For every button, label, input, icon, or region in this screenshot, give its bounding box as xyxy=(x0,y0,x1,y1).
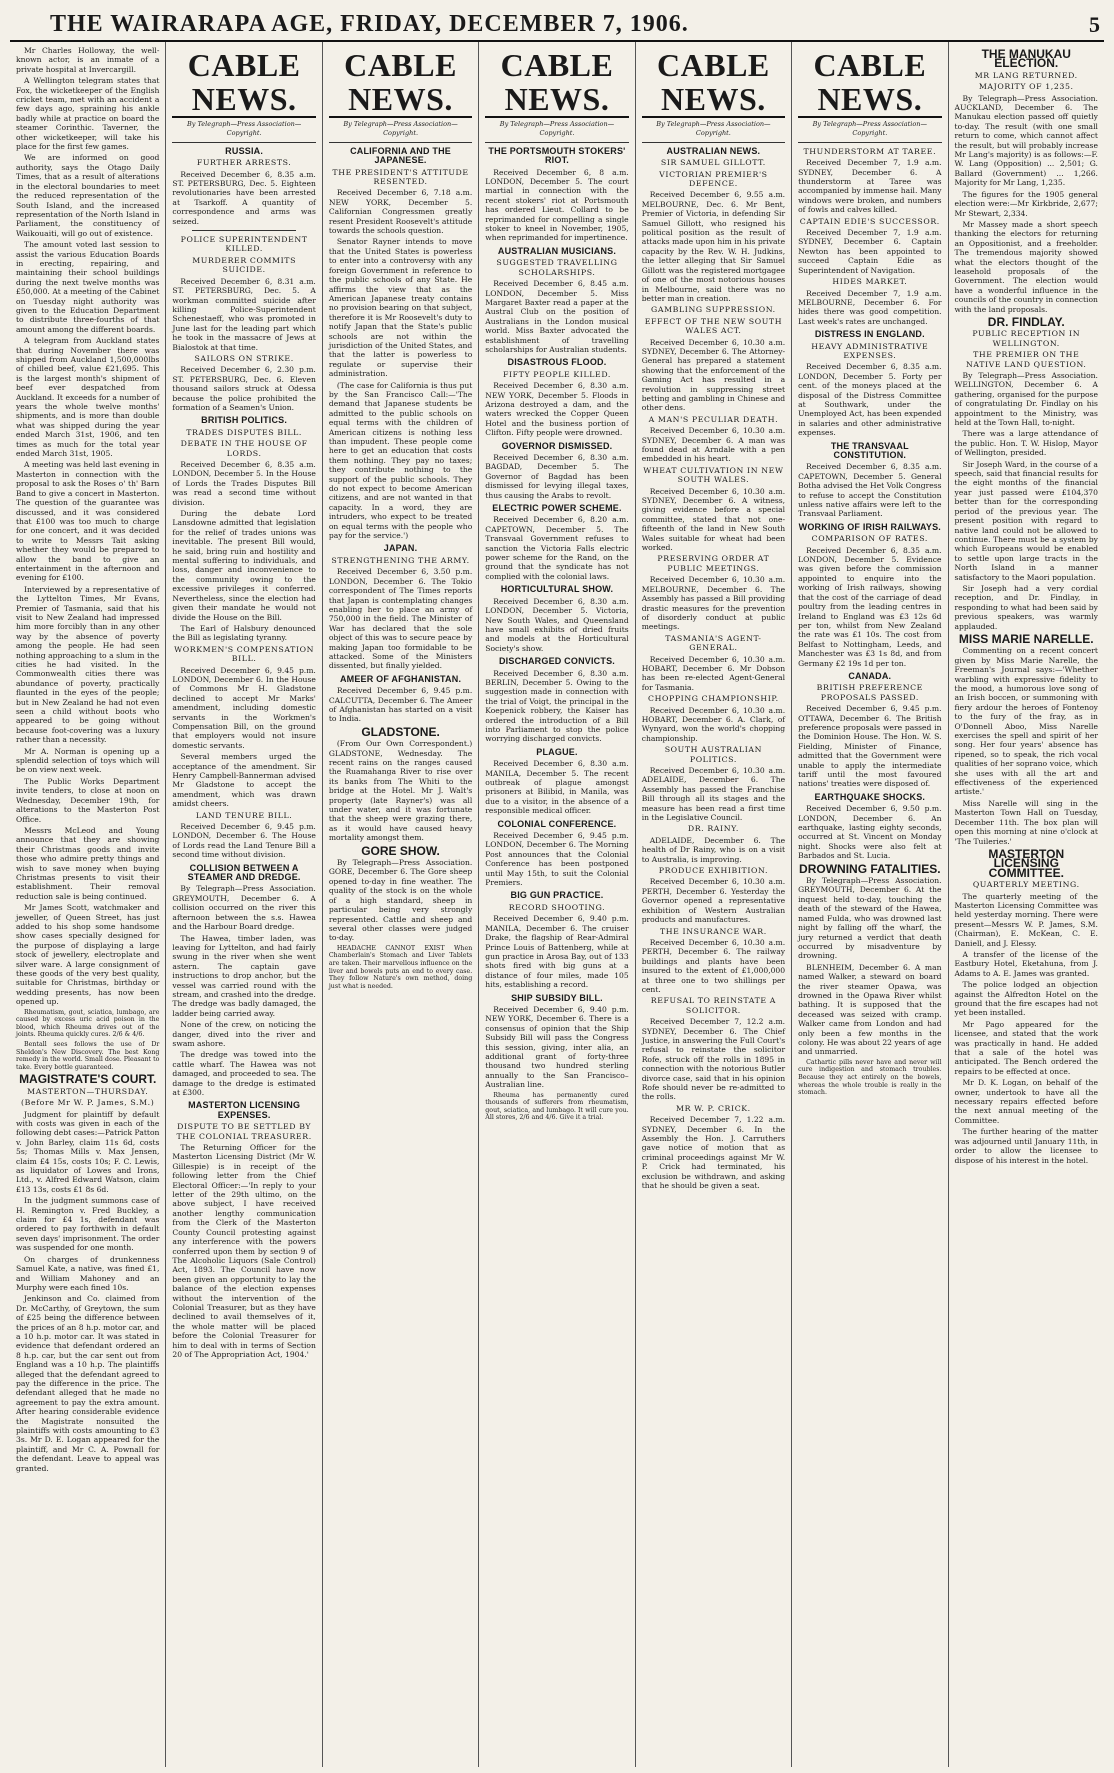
section-heading: CALIFORNIA AND THE JAPANESE. xyxy=(350,145,452,166)
section-heading: SHIP SUBSIDY BILL. xyxy=(511,992,603,1003)
subheading: SAILORS ON STRIKE. xyxy=(194,353,294,363)
cable-news-banner: CABLE NEWS. xyxy=(642,46,785,118)
article-paragraph: A meeting was held last evening in Masterton in connection with the proposal to ask the Roses o' th' Barn Band to give a concert in Masterton. The question of the guarantee was discussed, and it was considered that £100 was too much to charge for one concert, and it was decided to write to Messrs Tait asking whether they would be prepared to allow the band to give an entertainment in the afternoon and evening for £100. xyxy=(16,460,160,583)
article-paragraph: Judgment for plaintiff by default with costs was given in each of the following debt cases:—Patrick Patton v. John Barley, claim 11s 6d, costs 5s; Thomas Mills v. Max Jensen, claim £4 15s, costs 10s; F. C. Lewis, as liquidator of Lowes and Irons, Ltd., v. Alfred Edward Watson, claim £13 13s, costs £1 8s 6d. xyxy=(16,1109,160,1194)
section-heading: COLLISION BETWEEN A STEAMER AND DREDGE. xyxy=(187,862,301,883)
column-2 xyxy=(166,42,322,1767)
article-paragraph: BLENHEIM, December 6. A man named Walker, a steward on board the river steamer Opawa, was drowned in the Opawa River whilst bathing. It is supposed that the deceased was seized with cramp. Walker came from London and had only been a few months in the colony. He was about 22 years of age and unmarried. xyxy=(798,962,942,1057)
article-paragraph: Mr James Scott, watchmaker and jeweller, of Queen Street, has just added to his shop some handsome show cases specially designed for the purpose of displaying a large stock of jewellery, electroplate and silver ware. A large consignment of these goods of the very best quality, suitable for Christmas, birthday or wedding presents, has now been opened up. xyxy=(16,903,160,1007)
article-paragraph: Mr Massey made a short speech thanking the electors for returning an Oppositionist, and a freeholder. The tremendous majority showed what the electors thought of the leasehold proposals of the Government. The election would have a wonderful influence in the councils of the country in connection with the land proposals. xyxy=(954,219,1098,314)
article-paragraph: Received December 7, 1.9 a.m. MELBOURNE, December 6. For hides there was good competition. Last week's rates are unchanged. xyxy=(798,288,942,326)
article-paragraph: By Telegraph—Press Association. GREYMOUTH, December 6. At the inquest held to-day, touching the death of the steward of the Hawea, named Fulda, who was drowned last night by falling off the wharf, the jury returned a verdict that death occurred by misadventure by drowning. xyxy=(798,876,942,961)
subheading: EFFECT OF THE NEW SOUTH WALES ACT. xyxy=(644,316,783,336)
article-paragraph: The figures for the 1905 general election were:—Mr Kirkbride, 2,677; Mr Stewart, 2,334. xyxy=(954,189,1098,218)
section-heading: JAPAN. xyxy=(383,543,418,554)
article-paragraph: The police lodged an objection against the Alfredton Hotel on the ground that the fire escapes had not yet been installed. xyxy=(954,980,1098,1018)
cable-news-banner: CABLE NEWS. xyxy=(172,46,315,118)
article-paragraph: Mr Pago appeared for the licensee, and stated that the work was practically in hand. He added that a sale of the hotel was anticipated. The Bench ordered the repairs to be effected at once. xyxy=(954,1019,1098,1076)
article-paragraph: Received December 6, 10.30 a.m. HOBART, December 6. A. Clark, of Wynyard, won the world's chopping championship. xyxy=(641,705,786,743)
subheading: CAPTAIN EDIE'S SUCCESSOR. xyxy=(799,216,940,226)
subheading: FURTHER ARRESTS. xyxy=(196,158,292,168)
section-heading: DROWNING FATALITIES. xyxy=(799,861,941,876)
section-heading: DISTRESS IN ENGLAND. xyxy=(814,329,925,340)
byline: By Telegraph—Press Association—Copyright. xyxy=(329,120,472,143)
subheading: PRODUCE EXHIBITION. xyxy=(658,866,769,876)
subheading: FIFTY PEOPLE KILLED. xyxy=(502,369,611,379)
article-paragraph: The dredge was towed into the cattle wharf. The Hawea was not damaged, and proceeded to sea. The damage to the dredge is estimated at £300. xyxy=(172,1050,316,1097)
masthead xyxy=(10,8,1104,42)
subheading: PRESERVING ORDER AT PUBLIC MEETINGS. xyxy=(657,554,770,573)
section-heading: THE MANUKAU ELECTION. xyxy=(981,47,1071,71)
article-paragraph: Received December 6, 9.55 a.m. MELBOURNE, Dec. 6. Mr Bent, Premier of Victoria, in defending Sir Samuel Gillott, who resigned his political position as the result of attacks made upon him in his private capacity by the Rev. W. H. Judkins, the letter alleging that Sir Samuel Gillott was the registered mortgagee of one of the most notorious houses in Melbourne, said there was no better man in creation. xyxy=(641,190,786,303)
section-heading: THE PORTSMOUTH STOKERS' RIOT. xyxy=(488,145,626,166)
column-6 xyxy=(792,42,948,1767)
article-paragraph: Received December 6, 9.45 p.m. LONDON, December 6. The Morning Post announces that the Colonial Conference has been postponed until May 15th, to suit the Colonial Premiers. xyxy=(485,831,629,888)
article-paragraph: Received December 6, 8.30 a.m. MANILA, December 5. The recent outbreak of plague amongst prisoners at Bilibid, in Manila, was due to a visitor, in the absence of a responsible medical officer. xyxy=(485,759,629,816)
article-paragraph: None of the crew, on noticing the danger, dived into the river and swam ashore. xyxy=(172,1020,316,1048)
article-paragraph: By Telegraph—Press Association. WELLINGTON, December 6. A gathering, organised for the purpose of congratulating Dr. Findlay on his appointment to the Ministry, was held at the Town Hall, to-night. xyxy=(954,371,1098,428)
article-paragraph: Received December 6, 9.45 p.m. LONDON, December 6. The House of Lords read the Land Tenure Bill a second time without division. xyxy=(172,822,316,860)
article-paragraph: Received December 6, 8.30 a.m. LONDON, December 5. Victoria, New South Wales, and Queensland have small exhibits of dried fruits and models at the Horticultural Society's show. xyxy=(485,596,629,653)
section-heading: BIG GUN PRACTICE. xyxy=(510,890,604,901)
subheading: PUBLIC RECEPTION IN WELLINGTON. xyxy=(972,329,1081,348)
byline: By Telegraph—Press Association—Copyright. xyxy=(798,120,941,143)
subheading: MASTERTON—THURSDAY. xyxy=(27,1086,149,1096)
column-1 xyxy=(10,42,166,1767)
article-paragraph: Received December 6, 7.18 a.m. NEW YORK, December 5. Californian Congressmen greatly resent President Roosevelt's attitude towards the schools question. xyxy=(328,188,473,236)
subheading: WHEAT CULTIVATION IN NEW SOUTH WALES. xyxy=(643,465,784,485)
section-heading: AMEER OF AFGHANISTAN. xyxy=(339,673,462,684)
divider xyxy=(192,230,295,231)
column-7 xyxy=(949,42,1104,1767)
subheading: LAND TENURE BILL. xyxy=(195,810,293,820)
article-paragraph: (The case for California is thus put by the San Francisco Call:—'The demand that Japanese students be admitted to the public schools on equal terms with the children of American citizens is nothing less than impudent. These people come here to get an education that costs them nothing. They pay no taxes; they contribute nothing to the support of the public schools. They do not expect to become American citizens, and are not wanted in that capacity. In a word, they are intruders, who expect to be treated on equal terms with the people who pay for the service.') xyxy=(328,380,473,541)
article-paragraph: Messrs McLeod and Young announce that they are showing their Christmas goods and invite those who admire pretty things and wish to save money when buying Christmas presents to visit their establishment. Their removal reduction sale is being continued. xyxy=(16,825,160,901)
article-paragraph: Received December 6, 8 a.m. LONDON, December 5. The court martial in connection with the recent stokers' riot at Portsmouth has ordered Lieut. Collard to be reprimanded for compelling a single stoker to kneel in November, 1905, when reprimanded for impertinence. xyxy=(485,167,629,243)
article-paragraph: Received December 6, 2.30 p.m. ST. PETERSBURG, Dec. 6. Eleven thousand sailors struck at Odessa because the police prohibited the formation of a Seamen's Union. xyxy=(172,365,316,412)
article-paragraph: Received December 6, 10.30 a.m. ADELAIDE, December 6. The Assembly has passed the Franchise Bill through all its stages and the measure has been read a first time in the Legislative Council. xyxy=(641,766,786,823)
article-paragraph: Received December 6, 8.35 a.m. LONDON, December 5. In the House of Lords the Trades Disputes Bill was read a second time without division. xyxy=(172,460,316,507)
subheading: CHOPPING CHAMPIONSHIP. xyxy=(648,694,779,704)
subheading: COMPARISON OF RATES. xyxy=(811,534,928,544)
article-paragraph: Sir Joseph Ward, in the course of a speech, said that financial results for the eight months of the financial year just passed were £104,370 better than for the corresponding period of the previous year. The present position with regard to native land could not be allowed to continue. There must be a system by which Europeans would be enabled to settle upon large tracts in the North Island in a manner satisfactory to the Maori population. xyxy=(954,459,1098,582)
subheading: A MAN'S PECULIAR DEATH. xyxy=(648,414,779,424)
section-heading: AUSTRALIAN NEWS. xyxy=(666,145,761,156)
article-paragraph: Received December 6, 9.40 p.m. MANILA, December 6. The cruiser Drake, the flagship of Rear-Admiral Prince Louis of Battenberg, while at gun practice in Arosa Bay, out of 133 shots fired with big guns at a distance of four miles, made 105 hits, establishing a record. xyxy=(485,914,629,990)
article-paragraph: Received December 6, 9.45 p.m. OTTAWA, December 6. The British preference proposals were passed in the Dominion House. The Hon. W. S. Fielding, Minister of Finance, admitted that the Government were unable to apply the intermediate tariff until the most favoured nations' treaties were disposed of. xyxy=(798,704,942,789)
article-paragraph: The Earl of Halsbury denounced the Bill as legislating tyranny. xyxy=(172,623,316,643)
article-paragraph: Received December 6, 10.30 a.m. SYDNEY, December 6. The Attorney-General has prepared a statement showing that the enforcement of the Gaming Act has resulted in a revolution in suppressing street betting and gambling in Chinese and other dens. xyxy=(641,337,786,413)
article-paragraph: Received December 6, 8.35 a.m. CAPETOWN, December 5. General Botha advised the Het Volk Congress to refuse to accept the Constitution unless native affairs were left to the Transvaal Parliament. xyxy=(798,462,942,519)
article-paragraph: Received December 6, 10.30 a.m. HOBART, December 6. Mr Dobson has been re-elected Agent-General for Tasmania. xyxy=(641,654,786,692)
article-paragraph: Received December 6, 8.35 a.m. LONDON, December 5. Evidence was given before the commission appointed to enquire into the working of Irish railways, showing that the cost of the carriage of dead poultry from the leading centres in Ireland to England was £3 12s 6d per ton, whilst from New Zealand the rate was £1 10s. The cost from Belfast to Nottingham, Leeds, and Manchester was £3 1s 8d, and from Germany £2 19s 1d per ton. xyxy=(798,545,942,668)
article-paragraph: Mr A. Norman is opening up a splendid selection of toys which will be on view next week. xyxy=(16,746,160,775)
byline: By Telegraph—Press Association—Copyright. xyxy=(642,120,785,143)
section-heading: DISCHARGED CONVICTS. xyxy=(498,656,615,667)
subheading: THE PREMIER ON THE NATIVE LAND QUESTION. xyxy=(965,350,1087,369)
byline: By Telegraph—Press Association—Copyright. xyxy=(172,120,315,143)
article-paragraph: Sir Joseph had a very cordial reception, and Dr. Findlay, in responding to what had been said by previous speakers, was warmly applauded. xyxy=(954,583,1098,631)
article-paragraph: Senator Rayner intends to move that the United States is powerless to enter into a controversy with any foreign Government in reference to the public schools of any State. He affirms the view that as the American Japanese treaty contains no provision bearing on that subject, therefore it is Mr Roosevelt's duty to notify Japan that the State's public schools are not within the jurisdiction of the United States, and that the latter is powerless to regulate or supervise their administration. xyxy=(328,237,473,379)
subheading: DR. RAINY. xyxy=(687,824,739,834)
subheading: HEAVY ADMINISTRATIVE EXPENSES. xyxy=(811,341,929,360)
page-number: 5 xyxy=(1089,12,1100,37)
subheading: MAJORITY OF 1,235. xyxy=(978,82,1074,92)
article-paragraph: Received December 6, 9.45 p.m. LONDON, December 6. In the House of Commons Mr H. Gladstone declined to accept Mr Marks' amendment, including domestic servants in the Workmen's Compensation Bill, on the ground that employers would not insure domestic servants. xyxy=(172,665,316,750)
advertisement: Bentall sees follows the use of Dr Sheldon's New Discovery. The best Kong remedy in the world. Small dose. Pleasant to take. Every bottle guaranteed. xyxy=(16,1041,160,1071)
subheading: SIR SAMUEL GILLOTT. xyxy=(660,158,766,168)
section-heading: PLAGUE. xyxy=(536,746,578,757)
article-paragraph: A transfer of the license of the Eastbury Hotel, Eketahuna, from J. Adams to A. E. James was granted. xyxy=(954,949,1098,978)
section-heading: GLADSTONE. xyxy=(361,724,440,739)
advertisement: Rheumatism, gout, sciatica, lumbago, are caused by excess uric acid poison in the blood, which Rheuma drives out of the joints. Rheuma quickly cures. 2/6 & 4/6. xyxy=(16,1008,160,1039)
section-heading: DISASTROUS FLOOD. xyxy=(507,357,607,368)
advertisement: HEADACHE CANNOT EXIST When Chamberlain's Stomach and Liver Tablets are taken. Their marvellous influence on the liver and bowels puts an end to every case. They follow Nature's own method, doing just what is needed. xyxy=(328,944,473,990)
cable-news-banner: CABLE NEWS. xyxy=(329,46,472,118)
subheading: MR W. P. CRICK. xyxy=(676,1103,751,1113)
subheading: STRENGTHENING THE ARMY. xyxy=(331,555,470,565)
section-heading: ELECTRIC POWER SCHEME. xyxy=(492,503,622,514)
section-heading: EARTHQUAKE SHOCKS. xyxy=(814,791,926,802)
subheading: WORKMEN'S COMPENSATION BILL. xyxy=(174,644,315,664)
subheading: MURDERER COMMITS SUICIDE. xyxy=(192,255,297,275)
article-paragraph: The further hearing of the matter was adjourned until January 11th, in order to allow the licensee to dispose of his interest in the hotel. xyxy=(954,1127,1098,1165)
subheading: GAMBLING SUPPRESSION. xyxy=(651,305,776,315)
section-heading: DR. FINDLAY. xyxy=(987,314,1065,329)
article-paragraph: Received December 6, 8.30 a.m. NEW YORK, December 5. Floods in Arizona destroyed a dam, and the waters wrecked the Copper Queen Hotel and the business portion of Clifton. Fifty people were drowned. xyxy=(485,381,629,438)
article-paragraph: During the debate Lord Lansdowne admitted that legislation for the relief of trades unions was inevitable. The present Bill would, he said, bring ruin and hostility and mental suffering to individuals, and loss, danger and inconvenience to the community owing to the excessive privileges it conferred. Nevertheless, since the election had given their mandate he would not divide the House on the Bill. xyxy=(172,509,316,622)
article-paragraph: Received December 6, 8.30 a.m. BERLIN, December 5. Owing to the suggestion made in connection with the trial of Voigt, the principal in the Koepenick robbery, the Kaiser has ordered the introduction of a Bill into Parliament to stop the police worrying discharged convicts. xyxy=(485,668,629,744)
subheading: SOUTH AUSTRALIAN POLITICS. xyxy=(664,745,763,764)
article-paragraph: Received December 6, 10.30 a.m. SYDNEY, December 6. A man was found dead at Arndale with a pen embedded in his heart. xyxy=(641,426,786,464)
section-heading: BRITISH POLITICS. xyxy=(201,415,288,426)
section-heading: RUSSIA. xyxy=(225,145,264,156)
byline: By Telegraph—Press Association—Copyright. xyxy=(485,120,628,143)
article-paragraph: By Telegraph—Press Association. GREYMOUTH, December 6. A collision occurred on the river this afternoon between the s.s. Hawea and the Harbour Board dredge. xyxy=(172,884,316,932)
article-paragraph: Miss Narelle will sing in the Masterton Town Hall on Tuesday, December 11th. The box plan will open this morning at nine o'clock at 'The Tuileries.' xyxy=(954,798,1098,846)
subheading: THE INSURANCE WAR. xyxy=(659,926,767,936)
subheading: BRITISH PREFERENCE PROPOSALS PASSED. xyxy=(816,683,923,702)
section-heading: MASTERTON LICENSING EXPENSES. xyxy=(188,1100,301,1120)
article-paragraph: Received December 6, 10.30 a.m. MELBOURNE, December 6. The Assembly has passed a Bill providing drastic measures for the prevention of disorderly conduct at public meetings. xyxy=(641,575,786,632)
article-paragraph: Received December 6, 10.30 a.m. PERTH, December 6. The railway buildings and plants have been insured to the extent of £1,000,000 at three one to two shillings per cent. xyxy=(641,937,786,994)
article-paragraph: By Telegraph—Press Association. GORE, December 6. The Gore sheep opened to-day in fine weather. The quality of the stock is on the whole of a high standard, sheep in particular being very strongly represented. Cattle and sheep and several other classes were judged to-day. xyxy=(328,858,473,943)
columns xyxy=(10,42,1104,1767)
section-heading: CANADA. xyxy=(848,670,892,681)
section-heading: GORE SHOW. xyxy=(361,843,440,858)
article-paragraph: The Returning Officer for the Masterton Licensing District (Mr W. Gillespie) is in receipt of the following letter from the Chief Electoral Officer:—'In reply to your letter of the 29th ultimo, on the above subject, I have received another lengthy communication from the Clerk of the Masterton County Council protesting against any interference with the powers conferred upon them by section 9 of The Alcoholic Liquors (Sale Control) Act, 1893. The Council have now been given an opportunity to lay the balance of the election expenses without the intervention of the Colonial Treasurer, but as they have declined to avail themselves of it, the whole matter will be placed before the Colonial Treasurer for him to deal with in terms of Section 20 of The Appropriation Act, 1904.' xyxy=(172,1143,316,1359)
section-heading: MAGISTRATE'S COURT. xyxy=(19,1072,157,1087)
article-paragraph: Commenting on a recent concert given by Miss Marie Narelle, the Freeman's Journal says:—'Whether warbling with expressive fidelity to the mood, a humorous love song of an Irish boccen, or summoning with fiery ardour the heroes of Fontenoy to the fury of the fray, as in O'Donnell Aboo, Miss Narelle exercises the spell and spirit of her song. Her four years' absence has ripened, so to speak, the rich vocal qualities of her soprano voice, which she uses with all the art and effectiveness of the experienced artiste.' xyxy=(954,646,1098,797)
subheading: THUNDERSTORM AT TAREE. xyxy=(803,146,937,156)
cable-news-banner: CABLE NEWS. xyxy=(485,46,628,118)
masthead-title: THE WAIRARAPA AGE, FRIDAY, DECEMBER 7, 1906. xyxy=(50,11,689,37)
article-paragraph: Received December 7, 1.9 a.m. SYDNEY, December 6. Captain Newton has been appointed to succeed Captain Edie as Superintendent of Navigation. xyxy=(798,228,942,275)
article-paragraph: Received December 6, 8.31 a.m. ST. PETERSBURG, Dec. 5. A workman committed suicide after killing Police-Superintendent Schenestaeff, who was promoted in June last for the leading part which he took in the massacre of Jews at Bialostok at that time. xyxy=(172,276,316,352)
article-paragraph: Received December 7, 12.2 a.m. SYDNEY, December 6. The Chief Justice, in answering the Full Court's refusal to reinstate the solicitor Rofe, struck off the rolls in 1895 in connection with the notorious Butler divorce case, said that in his opinion Rofe should never be re-admitted to the rolls. xyxy=(641,1017,786,1102)
article-paragraph: Several members urged the acceptance of the amendment. Sir Henry Campbell-Bannerman advised Mr Gladstone to accept the amendment, which was drawn amidst cheers. xyxy=(172,752,316,809)
subheading: REFUSAL TO REINSTATE A SOLICITOR. xyxy=(650,996,777,1015)
subheading: TASMANIA'S AGENT-GENERAL. xyxy=(665,633,762,653)
article-paragraph: (From Our Own Correspondent.) GLADSTONE, Wednesday. The recent rains on the ranges caused the Ruamahanga River to rise over its banks from The Whiti to the bridge at the Hotel. Mr J. Walt's property (late Rayner's) was all under water, and it was fortunate that the sheep were grazing there, as it would have caused heavy mortality amongst them. xyxy=(328,739,473,843)
section-heading: AUSTRALIAN MUSICIANS. xyxy=(497,245,617,256)
subheading: POLICE SUPERINTENDENT KILLED. xyxy=(180,235,308,254)
article-paragraph: The amount voted last session to assist the various Education Boards in erecting, repairing, and maintaining their school buildings during the next twelve months was £50,000. At a meeting of the Cabinet on Tuesday night authority was given to the Education Department to distribute three-fourths of that amount among the different boards. xyxy=(16,240,160,334)
advertisement: Rheuma has permanently cured thousands of sufferers from rheumatism, gout, sciatica, and lumbago. It will cure you. All stores, 2/6 and 4/6. Give it a trial. xyxy=(485,1091,629,1122)
subheading: DISPUTE TO BE SETTLED BY THE COLONIAL TREASURER. xyxy=(176,1122,312,1141)
article-paragraph: Jenkinson and Co. claimed from Dr. McCarthy, of Greytown, the sum of £25 being the difference between the prices of an 8 h.p. motor car, and a 10 h.p. motor car. It was stated in evidence that defendant ordered an 8 h.p. car, but the car sent out from England was a 10 h.p. The plaintiffs alleged that the defendant agreed to pay the difference in the price. The defendant alleged that he made no agreement to pay the extra amount. After hearing considerable evidence the Magistrate nonsuited the plaintiffs with costs amounting to £3 3s. Mr D. E. Logan appeared for the plaintiff, and Mr C. A. Pownall for the defendant. Leave to appeal was granted. xyxy=(16,1294,160,1473)
subheading: VICTORIAN PREMIER'S DEFENCE. xyxy=(659,169,768,189)
article-paragraph: The Hawea, timber laden, was leaving for Lyttelton, and had fairly swung in the river when she went astern. The captain gave instructions to drop anchor, but the vessel was carried round with the stream, and crashed into the dredge. The dredge was badly damaged, the ladder being carried away. xyxy=(172,933,316,1018)
section-heading: MISS MARIE NARELLE. xyxy=(958,631,1094,646)
article-paragraph: The quarterly meeting of the Masterton Licensing Committee was held yesterday morning. There were present—Messrs W. P. James, S.M. (Chairman), E. McKean, C. E. Daniell, and J. Elessy. xyxy=(954,891,1098,948)
article-paragraph: Received December 6, 3.50 p.m. LONDON, December 6. The Tokio correspondent of The Times reports that Japan is contemplating changes enabling her to place an army of 750,000 in the field. The Minister of War has declared that the sole object of this was to secure peace by making Japan too formidable to be attacked. Some of the Ministers dissented, but finally yielded. xyxy=(328,567,473,671)
article-paragraph: Received December 6, 8.30 a.m. BAGDAD, December 5. The Governor of Bagdad has been dismissed for levying illegal taxes, thus causing the Arabs to revolt. xyxy=(485,453,629,500)
article-paragraph: Received December 6, 8.35 a.m. LONDON, December 5. Forty per cent. of the moneys placed at the disposal of the Distress Committee at Southwark, under the Unemployed Act, has been expended in salaries and other administrative expenses. xyxy=(798,362,942,438)
section-heading: MASTERTON LICENSING COMMITTEE. xyxy=(988,846,1065,880)
article-paragraph: The Public Works Department invite tenders, to close at noon on Wednesday, December 19th, for alterations to the Masterton Post Office. xyxy=(16,776,160,824)
article-paragraph: Received December 6, 8.35 a.m. ST. PETERSBURG, Dec. 5. Eighteen revolutionaries have been arrested at Tsarkoff. A quantity of correspondence and arms was seized. xyxy=(172,169,316,226)
article-paragraph: There was a large attendance of the public. Hon. T. W. Hislop, Mayor of Wellington, presided. xyxy=(954,429,1098,458)
article-paragraph: Mr Charles Holloway, the well-known actor, is an inmate of a private hospital at Invercargill. xyxy=(16,46,160,74)
subheading: SUGGESTED TRAVELLING SCHOLARSHIPS. xyxy=(496,258,618,277)
subheading: (Before Mr W. P. James, S.M.) xyxy=(21,1098,155,1108)
subheading: THE PRESIDENT'S ATTITUDE RESENTED. xyxy=(332,167,469,187)
subheading: RECORD SHOOTING. xyxy=(508,902,606,912)
subheading: QUARTERLY MEETING. xyxy=(972,880,1080,890)
article-paragraph: By Telegraph—Press Association. AUCKLAND, December 6. The Manukau election passed off quietly to-day. The result (with one small return to come, which cannot affect the result, but will probably increase Mr Lang's majority) is as follows:—F. W. Lang (Opposition) ... 2,501; G. Ballard (Government) ... 1,266. Majority for Mr Lang, 1,235. xyxy=(954,93,1098,188)
article-paragraph: Mr D. K. Logan, on behalf of the owner, undertook to have all the necessary repairs effected before the next annual meeting of the Committee. xyxy=(954,1078,1098,1125)
subheading: MR LANG RETURNED. xyxy=(974,70,1078,80)
section-heading: THE TRANSVAAL CONSTITUTION. xyxy=(830,440,909,460)
cable-news-banner: CABLE NEWS. xyxy=(798,46,941,118)
article-paragraph: Received December 6, 10.30 a.m. SYDNEY, December 6. A witness, giving evidence before a special committee, stated that not one-fifteenth of the land in New South Wales suitable for wheat had been worked. xyxy=(641,486,786,553)
article-paragraph: ADELAIDE, December 6. The health of Dr Rainy, who is on a visit to Australia, is improving. xyxy=(641,835,786,864)
subheading: HIDES MARKET. xyxy=(832,277,908,287)
article-paragraph: Received December 6, 9.40 p.m. NEW YORK, December 6. There is a consensus of opinion that the Ship Subsidy Bill will pass the Congress this session, giving, inter alia, an additional grant of forty-three thousand two hundred sterling annually to the San Francisco–Australian line. xyxy=(485,1004,629,1090)
subheading: DEBATE IN THE HOUSE OF LORDS. xyxy=(180,439,308,458)
article-paragraph: Received December 6, 10.30 a.m. PERTH, December 6. Yesterday the Governor opened a representative exhibition of Western Australian products and manufactures. xyxy=(641,877,786,925)
article-paragraph: In the judgment summons case of H. Remington v. Fred Buckley, a claim for £4 1s, defendant was ordered to pay forthwith in default seven days' imprisonment. The order was suspended for one month. xyxy=(16,1196,160,1253)
subheading: TRADES DISPUTES BILL. xyxy=(186,427,303,437)
article-paragraph: Received December 6, 9.45 p.m. CALCUTTA, December 6. The Ameer of Afghanistan has started on a visit to India. xyxy=(328,686,473,724)
section-heading: WORKING OF IRISH RAILWAYS. xyxy=(798,521,942,532)
column-5 xyxy=(636,42,792,1767)
advertisement: Cathartic pills never have and never will cure indigestion and stomach troubles. Because they act entirely on the bowels, whereas the whole trouble is really in the stomach. xyxy=(798,1058,942,1097)
article-paragraph: Interviewed by a representative of the Lyttelton Times, Mr Evans, Premier of Tasmania, said that his visit to New Zealand had impressed him more forcibly than in any other way by the absence of poverty among the people. He had seen nothing approaching to a slum in the cities he had visited. In the Commonwealth cities there was abundance of poverty, practically flaunted in the eyes of the people; but in New Zealand he had not even seen a child without boots who appeared to be going without because foot-covering was a luxury rather than a necessity. xyxy=(16,584,160,745)
article-paragraph: A telegram from Auckland states that during November there was shipped from Auckland 1,500,000lbs of chilled beef, value £21,695. This is the largest month's shipment of beef ever despatched from Auckland. It exceeds for a number of years the whole twelve months' shipments, and is more than double what was shipped during the year ended March 31st, 1906, and ten times as much for the total year ended March 31st, 1905. xyxy=(16,336,160,459)
section-heading: HORTICULTURAL SHOW. xyxy=(500,584,614,595)
section-heading: GOVERNOR DISMISSED. xyxy=(501,440,613,451)
article-paragraph: On charges of drunkenness Samuel Kate, a native, was fined £1, and William Mahoney and an Murphy were each fined 10s. xyxy=(16,1254,160,1292)
section-heading: COLONIAL CONFERENCE. xyxy=(497,818,617,829)
article-paragraph: A Wellington telegram states that Fox, the wicketkeeper of the English cricket team, met with an accident a few days ago, spraining his ankle badly while at practice on board the steamer Corinthic. Taverner, the other wicketkeeper, will take his place for the first few games. xyxy=(16,76,160,152)
article-paragraph: Received December 6, 8.20 a.m. CAPETOWN, December 5. The Transvaal Government refuses to sanction the Victoria Falls electric power scheme for the Rand, on the ground that the syndicate has not complied with the colonial laws. xyxy=(485,515,629,581)
article-paragraph: We are informed on good authority, says the Otago Daily Times, that as a result of alterations in the electoral boundaries to meet the reduced representation of the South Island, and the increased representation of the North Island in Parliament, the constituency of Waikouaiti, will go out of existence. xyxy=(16,153,160,238)
column-3 xyxy=(323,42,479,1767)
article-paragraph: Received December 6, 9.50 p.m. LONDON, December 6. An earthquake, lasting eighty seconds, occurred at St. Vincent on Monday night. Shocks were also felt at Barbados and St. Lucia. xyxy=(798,804,942,861)
article-paragraph: Received December 7, 1.22 a.m. SYDNEY, December 6. In the Assembly the Hon. J. Carruthers gave notice of motion that as criminal proceedings against Mr W. P. Crick had terminated, his exclusion be withdrawn, and asking that he should be given a seat. xyxy=(641,1115,786,1191)
column-4 xyxy=(479,42,635,1767)
article-paragraph: Received December 7, 1.9 a.m. SYDNEY, December 6. A thunderstorm at Taree was accompanied by immense hail. Many windows were broken, and numbers of fowls and calves killed. xyxy=(798,158,942,215)
article-paragraph: Received December 6, 8.45 a.m. LONDON, December 5. Miss Margaret Baxter read a paper at the Austral Club on the position of Australians in the London musical world. Miss Baxter advocated the establishment of travelling scholarships for Australian students. xyxy=(485,279,629,354)
